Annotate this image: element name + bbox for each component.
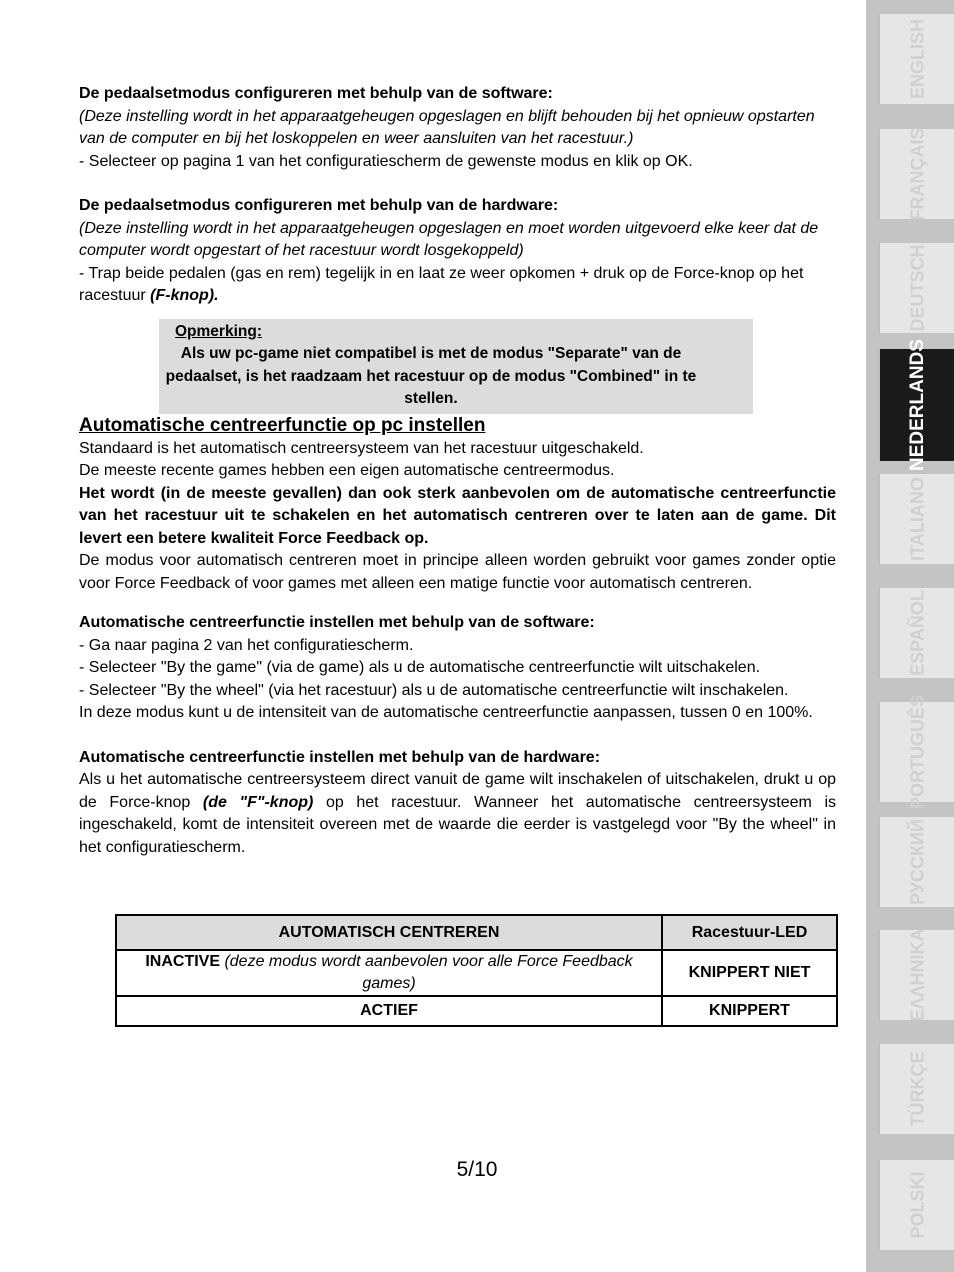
tab-russian[interactable]: РУССКИЙ <box>878 817 954 907</box>
tab-deutsch[interactable]: DEUTSCH <box>878 243 954 333</box>
hardware-mode-step-text: - Trap beide pedalen (gas en rem) tegelijk in en laat ze weer opkomen + druk op de Force-knop op het racestuur <box>79 264 804 304</box>
tab-espanol[interactable]: ESPAÑOL <box>878 588 954 678</box>
autocenter-usage: De modus voor automatisch centreren moet in principe alleen worden gebruikt voor games zonder optie voor Force Feedback of voor games met alleen een matige functie voor automatisch centreren. <box>79 552 836 592</box>
autocenter-software-step2: - Selecteer "By the game" (via de game) als u de automatische centreerfunctie wilt uitschakelen. <box>79 659 761 676</box>
f-button-label: (F-knop). <box>150 287 219 304</box>
table-cell-led: KNIPPERT <box>662 996 837 1026</box>
autocenter-line1: Standaard is het automatisch centreersysteem van het racestuur uitgeschakeld. <box>79 439 644 457</box>
tab-greek[interactable]: ΕΛΛΗΝΙΚΑ <box>878 930 954 1020</box>
software-mode-step: - Selecteer op pagina 1 van het configuratiescherm de gewenste modus en klik op OK. <box>79 152 693 170</box>
software-mode-title: De pedaalsetmodus configureren met behulp van de software: <box>79 85 553 102</box>
table-row <box>116 996 837 1026</box>
page-number: 5/10 <box>456 1158 498 1181</box>
autocenter-hardware-text-b: op het racestuur. Wanneer het automatische centreersysteem is ingeschakeld, komt de intensiteit overeen met de waarde die eerder is vastgelegd voor "By the wheel" in het configuratiescherm. <box>79 793 836 856</box>
hardware-mode-title: De pedaalsetmodus configureren met behulp van de hardware: <box>79 197 559 214</box>
page-content <box>79 83 836 859</box>
autocenter-hardware-text-a: Als u het automatische centreersysteem direct vanuit de game wilt inschakelen of uitschakelen, drukt u op de Force-knop <box>79 771 836 811</box>
autocenter-recommendation: Het wordt (in de meeste gevallen) dan ook sterk aanbevolen om de automatische centreerfunctie van het racestuur uit te schakelen en het automatisch centreren over te laten aan de game. Dit levert een betere kwaliteit Force Feedback op. <box>79 484 836 547</box>
tab-francais[interactable]: FRANÇAIS <box>878 129 954 219</box>
table-header-row <box>116 915 837 950</box>
remark-box <box>159 319 753 414</box>
table-header-led: Racestuur-LED <box>662 915 837 950</box>
autocenter-led-table <box>115 914 838 1027</box>
tab-polski[interactable]: POLSKI <box>878 1160 954 1250</box>
table-row <box>116 950 837 996</box>
autocenter-heading: Automatische centreerfunctie op pc instellen <box>79 414 486 436</box>
tab-italiano[interactable]: ITALIANO <box>878 474 954 564</box>
tab-nederlands[interactable]: NEDERLANDS <box>878 349 954 461</box>
mode-inactive-note: (deze modus wordt aanbevolen voor alle Force Feedback games) <box>220 953 633 992</box>
autocenter-software-title: Automatische centreerfunctie instellen met behulp van de software: <box>79 614 595 631</box>
tab-portugues[interactable]: PORTUGUÊS <box>878 702 954 802</box>
autocenter-software-step3: - Selecteer "By the wheel" (via het racestuur) als u de automatische centreerfunctie wilt inschakelen. <box>79 681 789 699</box>
hardware-mode-step <box>79 263 836 308</box>
mode-inactive-label: INACTIVE <box>145 953 220 970</box>
table-cell-led: KNIPPERT NIET <box>662 950 837 996</box>
autocenter-hardware-title: Automatische centreerfunctie instellen met behulp van de hardware: <box>79 748 601 766</box>
autocenter-software-step4: In deze modus kunt u de intensiteit van de automatische centreerfunctie aanpassen, tussen 0 en 100%. <box>79 704 813 721</box>
table-cell-mode: ACTIEF <box>116 996 662 1026</box>
remark-body: Als uw pc-game niet compatibel is met de modus "Separate" van de pedaalset, is het raadzaam het racestuur op de modus "Combined" in te stellen. <box>165 345 697 407</box>
tab-english[interactable]: ENGLISH <box>878 14 954 104</box>
f-button-label-2: (de "F"-knop) <box>202 793 314 811</box>
hardware-mode-note: (Deze instelling wordt in het apparaatgeheugen opgeslagen en moet worden uitgevoerd elke keer dat de computer wordt opgestart of het racestuur wordt losgekoppeld) <box>79 219 819 259</box>
tab-turkce[interactable]: TÜRKÇE <box>878 1044 954 1134</box>
remark-title: Opmerking: <box>175 322 262 340</box>
autocenter-software-step1: - Ga naar pagina 2 van het configuratiescherm. <box>79 636 414 654</box>
language-tabs <box>866 0 954 1272</box>
autocenter-line2: De meeste recente games hebben een eigen automatische centreermodus. <box>79 462 615 479</box>
software-mode-note: (Deze instelling wordt in het apparaatgeheugen opgeslagen en blijft behouden bij het opnieuw opstarten van de computer en bij het loskoppelen en weer aansluiten van het racestuur.) <box>79 107 815 147</box>
table-header-mode: AUTOMATISCH CENTREREN <box>116 915 662 950</box>
autocenter-hardware-text <box>79 769 836 859</box>
table-cell-mode <box>116 950 662 996</box>
